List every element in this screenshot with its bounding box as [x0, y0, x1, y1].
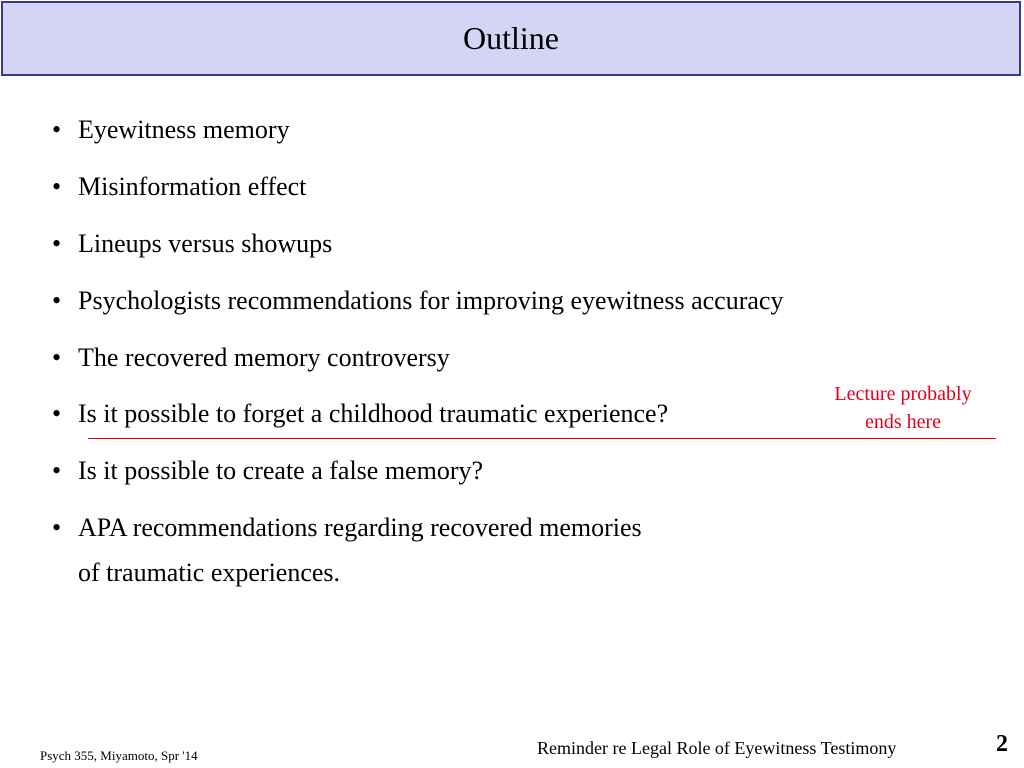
footer-course: Psych 355, Miyamoto, Spr '14: [40, 748, 198, 763]
bullet-text: Eyewitness memory: [78, 115, 290, 144]
slide-title: Outline: [463, 20, 559, 56]
note-line: ends here: [864, 411, 942, 433]
bullet-marker: •: [52, 172, 62, 201]
bullet-marker: •: [52, 229, 62, 258]
bullet-text: The recovered memory controversy: [78, 343, 450, 372]
bullet-text: Lineups versus showups: [78, 229, 333, 258]
footer-topic: Reminder re Legal Role of Eyewitness Testimony: [537, 738, 897, 758]
bullet-marker: •: [52, 286, 62, 315]
bullet-text: Psychologists recommendations for improving eyewitness accuracy: [78, 286, 784, 315]
bullet-text: Is it possible to create a false memory?: [78, 456, 484, 485]
bullet-text: Misinformation effect: [78, 172, 307, 201]
bullet-marker: •: [52, 513, 62, 542]
bullet-text: APA recommendations regarding recovered memories: [78, 513, 642, 542]
bullet-marker: •: [52, 399, 62, 428]
bullet-marker: •: [52, 115, 62, 144]
note-line: Lecture probably: [834, 383, 972, 405]
bullet-marker: •: [52, 343, 62, 372]
bullet-marker: •: [52, 456, 62, 485]
page-number: 2: [996, 731, 1008, 757]
lecture-end-note: [810, 380, 996, 436]
bullet-text: Is it possible to forget a childhood traumatic experience?: [78, 399, 669, 428]
lecture-end-divider: [88, 438, 996, 439]
bullet-continuation: of traumatic experiences.: [78, 558, 341, 587]
